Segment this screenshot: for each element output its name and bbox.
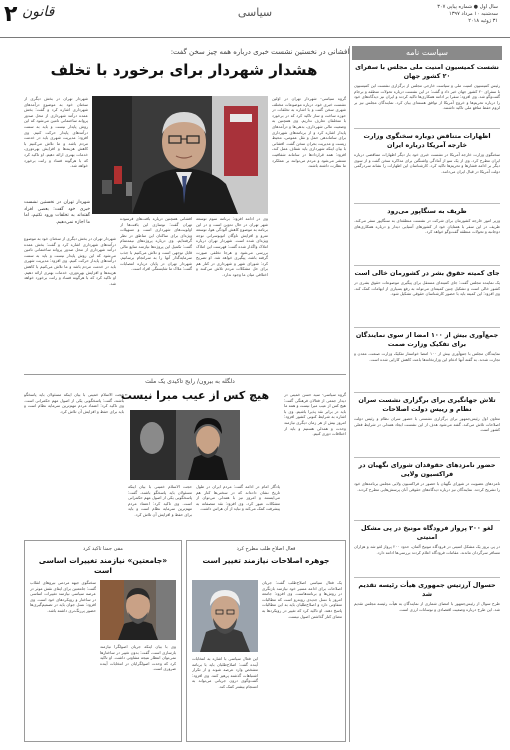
date-line: ۳۱ ژوئیه ۲۰۱۸ [468,18,498,24]
story2-body-column: یادگار امام در ادامه گفت: مردم ایران در طول تاریخ نشان داده‌اند که در سختی‌ها کنار هم می‌ایستند و امروز نیز با همدلی می‌توان از مشکلات عبور کرد. وی افزود: نقد منصفانه به پیشرفت کمک می‌کند و نباید از آن هراس داشت. [196,484,280,512]
brief-title[interactable]: حسوال آرزتیس جمهوری هیأت رئیسه تقدیم شد [358,581,496,598]
activist-portrait-image [192,580,258,652]
lead-photo-caption: شهردار تهران در نخستین نشست خبری خود گفت: بعضی افراد گفته‌اند به تخلفات ورود نکنیم، اما ما اجازه نمی‌دهیم. [24,200,90,225]
brief-text: معاون اول رئیس‌جمهور برای برگزاری نشستی با حضور سران نظام و رئیس دولت اصلاحات تلاش می‌کند. گفته می‌شود هدف از این نشست ایجاد همدلی در شرایط فعلی کشور است. [354,416,500,433]
bottom-story-text: سخنگوی جبهه مردمی نیروهای انقلاب گفت: جامعتین برای ایفای نقش موثر در عرصه سیاسی نیازمند تغییرات اساسی در ساختار و رویکردهای خود است. وی افزود: نسل جوان باید در تصمیم‌گیری‌ها حضور پررنگ‌تری داشته باشد. [30,580,96,613]
section-name: سیاسی [237,6,273,19]
lead-body-column: شهردار تهران در بخش دیگری از سخنان خود به موضوع درآمدهای شهرداری اشاره کرد و گفت: بخش عمده درآمد شهرداری از محل صدور پروانه ساختمانی تامین می‌شود که این روش پایدار نیست و باید به سمت درآمدهای پایدار حرکت کنیم. وی افزود: مدیریت شهری باید در خدمت مردم باشد و ما تلاش می‌کنیم با کاهش هزینه‌ها و افزایش بهره‌وری، خدمات بهتری ارائه دهیم. او تاکید کرد که با هرگونه فساد و رانت برخورد خواهد شد. [24,96,88,169]
masthead [0,0,510,38]
page-number: ۲ [4,2,18,27]
brief-title[interactable]: جمع‌آوری بیش از ۱۰۰ امضا از سوی نمایندگان برای تفکیک وزارت صمت [355,331,499,348]
brief-text: طرح سوال از رئیس‌جمهور با امضای شماری از نمایندگان به هیأت رئیسه مجلس تقدیم شد. این طرح درباره وضعیت اقتصادی و نوسانات ارزی است. [354,601,500,612]
bottom-story-kicker: مفی جمنا تاکید کرد [83,546,123,552]
lead-body-column: وی در ادامه افزود: برنامه سوم توسعه شهر تهران در حال تدوین است و در این برنامه به موضوع کاهش آلودگی هوا، توسعه مترو و افزایش ناوگان اتوبوسرانی توجه ویژه‌ای شده است. شهردار تهران درباره املاک واگذار شده گفت: فهرست این املاک بررسی می‌شود و هرجا تخلفی صورت گرفته باشد، پیگیری خواهد شد. او تصریح کرد: شورای شهر و شهرداری در کنار هم برای حل مشکلات مردم تلاش می‌کنند و اختلافی میان ما وجود ندارد. [196,216,268,277]
brief-item[interactable] [352,393,502,458]
brief-item[interactable] [352,204,502,266]
lead-headline[interactable]: هشدار شهردار برای برخورد با تخلف [50,61,318,79]
story2-body-column: حجت الاسلام خمینی با بیان اینکه مسئولان باید پاسخگو باشند، گفت: پاسخگویی یکی از اصول مهم حکمرانی است. وی تاکید کرد: اعتماد مردم مهم‌ترین سرمایه نظام است و باید برای حفظ و افزایش آن تلاش کرد. [128,484,192,517]
story2-body-column: گروه سیاسی- سید حسن خمینی در دیدار جمعی از فعالان فرهنگی گفت: هیچ کس از عیب مبرا نیست و همه ما باید در برابر نقد پذیرا باشیم. وی با اشاره به شرایط کنونی کشور افزود: امروز بیش از هر زمان دیگری نیازمند وحدت و همدلی هستیم و باید از اختلافات دوری کنیم. [284,392,346,437]
brief-title[interactable]: ظریف به سنگاپور می‌رود [387,207,467,215]
brief-text: یک نماینده مجلس گفت: جای کمیته‌ای مستقل برای پیگیری موضوعات حقوق بشری در کشور خالی است و تشکیل چنین کمیته‌ای می‌تواند به رفع بسیاری از ابهامات کمک کند. وی افزود: این کمیته باید با حضور کارشناسان حقوقی تشکیل شود. [354,280,500,297]
brief-text: در پی بروز یک مشکل امنیتی در فرودگاه مونیخ آلمان، حدود ۲۰۰ پرواز لغو شد و هزاران مسافر سرگردان ماندند. مقامات فرودگاه اعلام کردند بررسی‌ها ادامه دارد. [354,544,500,555]
bottom-story-headline[interactable]: «جامعتین» نیازمند تغییرات اساسی است [38,556,168,575]
lead-body-column: شهردار تهران در بخش دیگری از سخنان خود به موضوع درآمدهای شهرداری اشاره کرد و گفت: بخش عمده درآمد شهرداری از محل صدور پروانه ساختمانی تامین می‌شود که این روش پایدار نیست و باید به سمت درآمدهای پایدار حرکت کنیم. وی افزود: مدیریت شهری باید در خدمت مردم باشد و ما تلاش می‌کنیم با کاهش هزینه‌ها و افزایش بهره‌وری، خدمات بهتری ارائه دهیم. او تاکید کرد که با هرگونه فساد و رانت برخورد خواهد شد. [24,236,116,286]
brief-title[interactable]: نشست کمیسیون امنیت ملی مجلس با سفرای ۲۰ کشور جهان [355,63,499,80]
newspaper-logo: قانون [22,4,55,20]
date-line: سال اول ● شماره پیاپی ۳۰۷ [437,4,498,10]
spokesman-portrait-image [100,580,176,640]
brief-title[interactable]: جای کمیته حقوق بشر در کشورمان خالی است [354,269,500,277]
bottom-story-text: این فعال سیاسی با اشاره به انتخابات آینده گفت: اصلاح‌طلبان باید با برنامه مشخص وارد عرصه شوند و از تکرار اشتباهات گذشته پرهیز کنند. وی افزود: گفت‌وگوی درون جریانی می‌تواند به انسجام بیشتر کمک کند. [192,656,258,689]
mayor-portrait-image [92,96,268,214]
date-line: سه‌شنبه ۱۰ مرداد ۱۳۹۷ [449,11,498,17]
section-rule [24,374,346,375]
brief-text: رئیس کمیسیون امنیت ملی و سیاست خارجی مجلس از برگزاری نشست این کمیسیون با سفرای ۲۰ کشور جهان خبر داد و گفت: در این نشست درباره تحولات منطقه و برجام گفت‌وگو شد. وی افزود: سفرا بر ادامه همکاری‌ها تاکید کردند و ایران نیز دیدگاه‌های خود را درباره تحریم‌ها و خروج آمریکا از توافق هسته‌ای بیان کرد. نمایندگان مجلس نیز بر لزوم حفظ منافع ملی تاکید داشتند. [354,83,500,111]
lead-body-column: افشانی همچنین درباره بافت‌های فرسوده تهران گفت: نوسازی این بافت‌ها از اولویت‌های شهرداری است و تسهیلات ویژه‌ای برای ساکنان این مناطق در نظر گرفته‌ایم. وی درباره پروژه‌های نیمه‌تمام گفت: تکمیل این پروژه‌ها نیازمند منابع مالی قابل توجهی است و تلاش می‌کنیم با جذب سرمایه‌گذار آنها را به سرانجام برسانیم. شهردار تهران در پایان درباره انتصابات گفت: ملاک ما شایستگی افراد است. [120,216,192,272]
brief-title[interactable]: لغو ۲۰۰ پرواز فرودگاه مونیخ در پی مشکل امنیتی [360,524,494,541]
brief-item[interactable] [352,129,502,204]
story2-kicker: دلگله به بیرون/ رایج تاکیدی یک ملت [145,378,235,385]
lead-photo [92,96,268,214]
brief-item[interactable] [352,60,502,129]
brief-item[interactable] [352,266,502,328]
bottom-story-photo [192,580,258,652]
brief-title[interactable]: اظهارات متناقض دوباره سخنگوی وزارت خارجه آمریکا درباره ایران [363,132,491,149]
brief-text: وزیر امور خارجه کشورمان برای شرکت در نشست منطقه‌ای به سنگاپور سفر می‌کند. ظریف در این سفر با همتایان خود از کشورهای آسیایی دیدار و درباره همکاری‌های دوجانبه و تحولات منطقه گفت‌وگو خواهد کرد. [354,218,500,235]
lead-kicker: افشانی در نخستین نشست خبری درباره همه چیز سخن گفت: [170,48,350,56]
lead-body-column: گروه سیاسی- شهردار تهران در اولین نشست خبری خود، درباره موضوعات مختلف شهری سخن گفت و با اشاره به تخلفات در حوزه ساخت و ساز تاکید کرد که در برخورد با متخلفان تعارف نداریم. وی همچنین به وضعیت مالی شهرداری، بدهی‌ها و درآمدهای پایدار اشاره کرد و از برنامه‌های شهرداری برای ساماندهی حمل و نقل عمومی، محیط زیست و مدیریت بحران سخن گفت. افشانی با بیان اینکه شهرداری باید شفاف عمل کند، افزود: همه قراردادها در سامانه شفافیت منتشر می‌شود و مردم می‌توانند بر عملکرد ما نظارت داشته باشند. [272,96,346,169]
brief-item[interactable] [352,458,502,521]
brief-item[interactable] [352,578,502,625]
issue-date [437,4,498,25]
brief-text: نمایندگان مجلس با جمع‌آوری بیش از ۱۰۰ امضا خواستار تفکیک وزارت صنعت، معدن و تجارت شدند. به گفته آنها ادغام این وزارتخانه‌ها باعث کاهش کارایی شده است. [354,351,500,362]
story2-headline[interactable]: هیچ کس از عیب مبرا نیست [120,389,270,402]
brief-text: سخنگوی وزارت خارجه آمریکا در نشست خبری خود بار دیگر اظهارات متناقضی درباره ایران مطرح کرد. وی از یک سو از آمادگی واشنگتن برای مذاکره سخن گفت و از سوی دیگر بر ادامه فشارها و تحریم‌ها تاکید کرد. کارشناسان این اظهارات را نشانه سردرگمی دولت آمریکا در قبال ایران می‌دانند. [354,152,500,174]
brief-text: نامزدهای عضویت در شورای نگهبان با حضور در فراکسیون ولایی مجلس برنامه‌های خود را تشریح کردند. نمایندگان نیز درباره دیدگاه‌های حقوقی آنان پرسش‌هایی مطرح کردند. [354,481,500,492]
brief-title[interactable]: تلاش جهانگیری برای برگزاری نشست سران نظام و رییس دولت اصلاحات [358,396,496,413]
column-rule [349,46,350,742]
story2-photo [130,410,240,480]
column-band-title: سیاست نامه [352,46,502,60]
cleric-portrait-image [130,410,240,480]
story2-body-column: حجت الاسلام خمینی با بیان اینکه مسئولان باید پاسخگو باشند، گفت: پاسخگویی یکی از اصول مهم حکمرانی است. وی تاکید کرد: اعتماد مردم مهم‌ترین سرمایه نظام است و باید برای حفظ و افزایش آن تلاش کرد. [24,392,124,414]
bottom-story-kicker: فعال اصلاح طلب مطرح کرد [236,546,296,552]
bottom-story-headline[interactable]: جوهره اصلاحات نیازمند تغییر است [202,556,330,565]
bottom-story-text: یک فعال سیاسی اصلاح‌طلب گفت: جریان اصلاحات برای ادامه مسیر خود نیازمند بازنگری در روش‌ها و برنامه‌هاست. وی افزود: جامعه امروز با نسل جدیدی روبه‌رو است که مطالبات متفاوتی دارد و اصلاح‌طلبان باید به این مطالبات پاسخ دهند. او تاکید کرد که تغییر در رویکردها به معنای کنار گذاشتن اصول نیست. [262,580,342,619]
brief-item[interactable] [352,328,502,393]
bottom-story-photo [100,580,176,640]
news-brief-column [352,46,502,742]
bottom-story-text: وی با بیان اینکه جریان اصولگرا نیازمند بازسازی است، گفت: بدون تغییر در ساختارها نمی‌توان انتظار نتیجه متفاوتی داشت. او تاکید کرد که وحدت اصولگرایان در انتخابات آینده ضروری است. [100,644,176,672]
brief-title[interactable]: حضور نامزدهای حقوقدان شورای نگهبان در فراکسیون ولایی [358,461,496,478]
brief-item[interactable] [352,521,502,578]
